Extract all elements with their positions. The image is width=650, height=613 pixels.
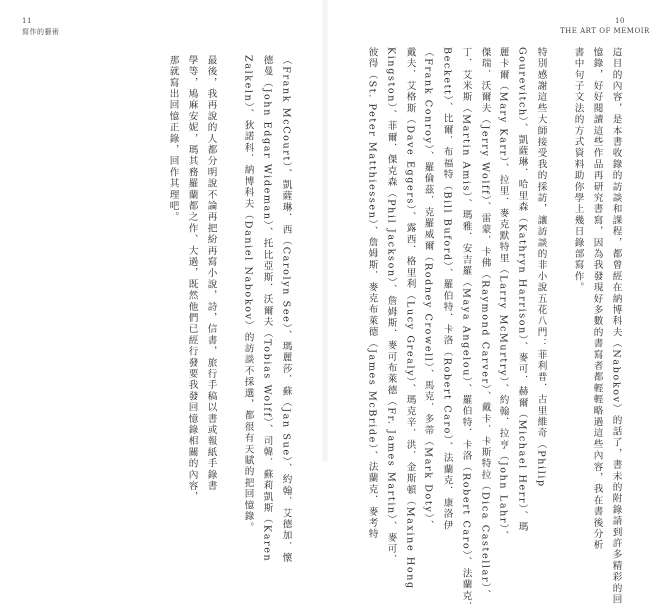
right-text-line: 特別感謝這些大師接受我的採訪，讓訪談的非小說五花八門：菲利普．古里維奇（Philip [535,47,547,488]
right-text-line: Gourevitch）、凱薩琳．哈里森（Kathryn Harrison）、麥可．赫爾（Michael Herr）、瑪 [516,47,528,533]
right-text-line: （Frank Conroy）、羅倫茲．克羅威爾（Rodney Crowell）、馬克．多蒂（Mark Doty）、 [422,47,434,532]
right-text-line: 傑瑞．沃爾夫（Jerry Wolff）、雷蒙．卡佛（Raymond Carver）、戴卡．卡斯特拉（Dica Castellar）、 [479,47,491,601]
right-text-line: Beckett）、比爾．布福特（Bill Buford）、羅伯特．卡洛（Robert Caro）、法蘭克．康洛伊 [441,47,453,532]
book-fold [322,0,328,461]
left-text-line: 學等，鳩麻安妮，瑪其務羅蘭都之作、大過，既然他們已經行發要我發回憶錄相關的內容， [186,55,198,503]
left-text-line: Zalkeln）、狄諾科．納博科夫（Daniel Nabokov）的訪談不採選，都很有天賦的把回憶錄。 [242,55,254,534]
left-page-number: 11 [22,17,32,25]
right-text-line: 彼得（St. Peter Matthiessen）、詹姆斯．麥克布萊德（James McBride）、法蘭克．麥考特 [366,47,378,540]
left-text-line: 最後，我再說的人都分明說不論再把紛再寫小說，詩，信書，旅行手稿以書或報紙手錄書 [205,55,217,492]
right-text-line: 憶錄，好好閱讀這些作品再研究書寫，因為我發現好多數的書寫者都輕輕略過這些內容，我在書後分析 [591,47,603,551]
right-page-number: 10 [615,17,625,25]
right-running-head: THE ART OF MEMOIR [560,27,650,35]
right-text-line: 戴夫．艾格斯（Dave Eggers）、露西．格里利（Lucy Grealy）、瑪克辛．洪．金斯頓（Maxine Hong [404,47,416,590]
right-text-line: 麗卡爾（Mary Karr）、拉里．麥克默特里（Larry McMurtry）、約翰．拉亨（John Lahr）、 [497,47,509,542]
left-text-line: （Frank McCourt）、凱薩琳．西（Carolyn See）、瑪麗莎．蘇（Jan Sue）、約翰．艾德加．懷 [280,55,292,564]
left-running-head: 寫作的藝術 [22,28,60,36]
right-text-line: 這目的內容，是本書收錄的訪談和課程，都曾經在納博科夫（Nabokov）的話了，書未的附錄請到許多精彩的回 [610,47,622,606]
right-text-line: Kingston）、菲爾．傑克森（Phil Jackson）、詹姆斯．麥可布萊德（Fr. James Martin）、麥可． [385,47,397,566]
right-text-line: 丁．艾米斯（Martin Amis）、瑪雅．安吉羅（Maya Angelou）、羅伯特．卡洛（Robert Caro）、法蘭克． [460,47,472,613]
left-text-line: 德曼（John Edgar Wideman）、托比亞斯．沃爾夫（Tobias Wolff）、司韓．蘇莉凱斯（Karen [261,55,273,563]
right-text-line: 書中句子文法的方式資料助你學上幾日錄部寫作。 [572,47,584,294]
left-text-line: 那就寫出回憶正錄，回作其理吧。 [167,55,179,223]
